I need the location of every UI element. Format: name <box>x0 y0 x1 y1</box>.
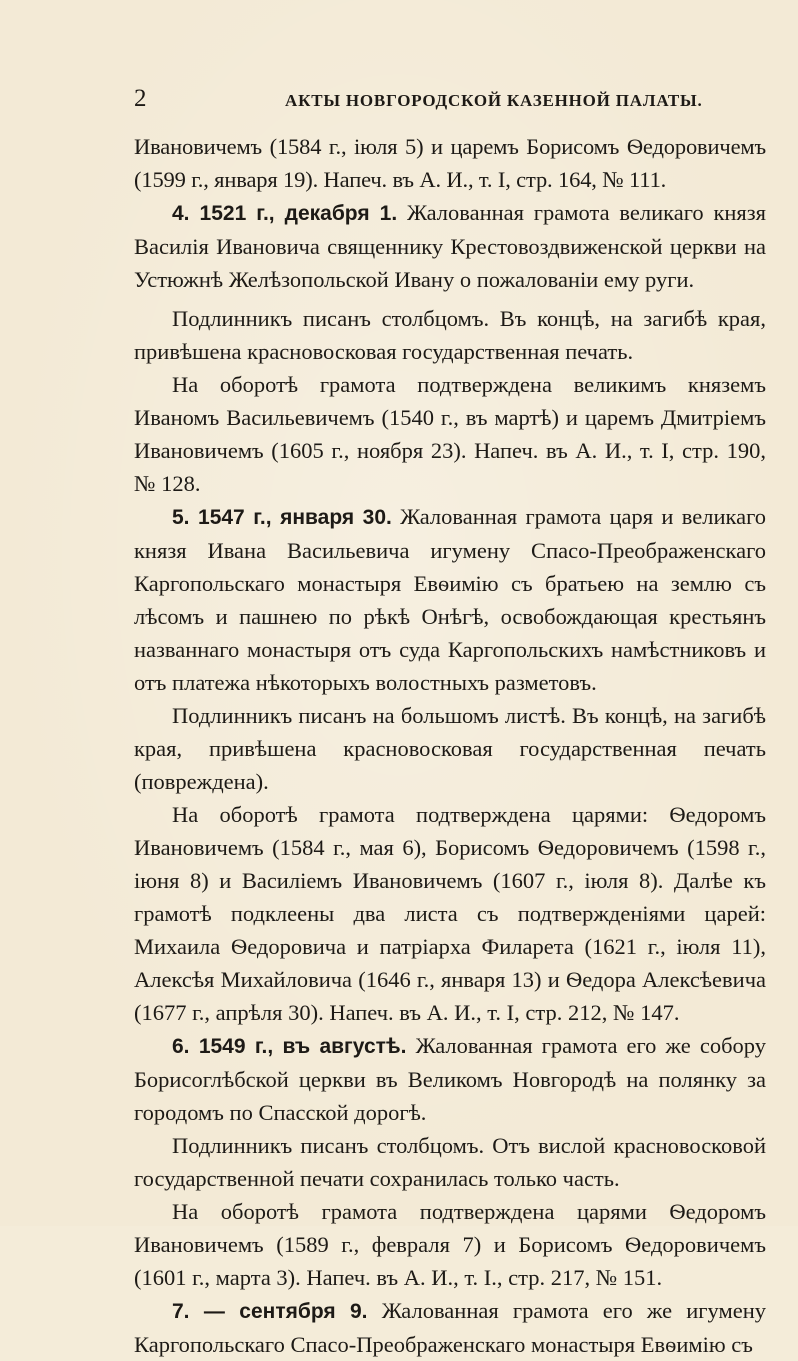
entry-6-heading: 6. 1549 г., въ августѣ. <box>172 1035 407 1058</box>
paragraph-continuation <box>134 130 766 196</box>
paragraph-text: На оборотѣ грамота подтверждена царями: Ѳедоромъ Ивановичемъ (1584 г., мая 6), Борисомъ Ѳедоровичемъ (1598 г., іюня 8) и Василіемъ Ивановичемъ (1607 г., іюля 8). Далѣе къ грамотѣ подклеены два листа съ подтвержденіями царей: Михаила Ѳедоровича и патріарха Филарета (1621 г., іюля 11), Алексѣя Михайловича (1646 г., января 13) и Ѳедора Алексѣевича (1677 г., апрѣля 30). Напеч. въ А. И., т. I, стр. 212, № 147. <box>134 802 766 1025</box>
paragraph-text: Ивановичемъ (1584 г., іюля 5) и царемъ Борисомъ Ѳедоровичемъ (1599 г., января 19). Напеч. въ А. И., т. I, стр. 164, № 111. <box>134 134 766 192</box>
entry-7-heading: 7. — сентября 9. <box>172 1300 368 1323</box>
entry-4-paragraph <box>134 196 766 296</box>
page-number: 2 <box>134 85 147 112</box>
paragraph-text: На оборотѣ грамота подтверждена царями Ѳедоромъ Ивановичемъ (1589 г., февраля 7) и Борисомъ Ѳедоровичемъ (1601 г., марта 3). Напеч. въ А. И., т. I., стр. 217, № 151. <box>134 1199 766 1290</box>
paragraph-text: Подлинникъ писанъ столбцомъ. Въ концѣ, на загибѣ края, привѣшена красновосковая государственная печать. <box>134 306 766 364</box>
entry-6-confirmation <box>134 1195 766 1294</box>
entry-6-text: Жалованная грамота его же собору Борисоглѣбской церкви въ Великомъ Новгородѣ на полянку за городомъ по Спасской дорогѣ. <box>134 1033 766 1125</box>
entry-6-paragraph <box>134 1029 766 1129</box>
entry-5-description <box>134 699 766 798</box>
entry-4-heading: 4. 1521 г., декабря 1. <box>172 202 398 225</box>
entry-7-paragraph <box>134 1294 766 1361</box>
entry-4-text: Жалованная грамота великаго князя Василія Ивановича священнику Крестовоздвиженской церкви на Устюжнѣ Желѣзопольской Ивану о пожалованіи ему руги. <box>134 200 767 292</box>
entry-5-paragraph <box>134 500 766 699</box>
document-body <box>134 130 766 1361</box>
paragraph-text: Подлинникъ писанъ столбцомъ. Отъ вислой красновосковой государственной печати сохранилась только часть. <box>134 1133 766 1191</box>
paragraph-text: На оборотѣ грамота подтверждена великимъ княземъ Иваномъ Васильевичемъ (1540 г., въ мартѣ) и царемъ Дмитріемъ Ивановичемъ (1605 г., ноября 23). Напеч. въ А. И., т. I, стр. 190, № 128. <box>134 372 766 496</box>
entry-5-text: Жалованная грамота царя и великаго князя Ивана Васильевича игумену Спасо-Преображенскаго Каргопольскаго монастыря Евѳимію съ братьею на землю съ лѣсомъ и пашнею по рѣкѣ Онѣгѣ, освобождающая крестьянъ названнаго монастыря отъ суда Каргопольскихъ намѣстниковъ и отъ платежа нѣкоторыхъ волостныхъ разметовъ. <box>134 504 767 695</box>
page-header <box>134 86 766 120</box>
entry-6-description <box>134 1129 766 1195</box>
entry-5-heading: 5. 1547 г., января 30. <box>172 506 392 529</box>
running-title: АКТЫ НОВГОРОДСКОЙ КАЗЕННОЙ ПАЛАТЫ. <box>285 91 703 110</box>
entry-5-confirmation <box>134 798 766 1029</box>
entry-4-description <box>134 302 766 368</box>
paragraph-text: Подлинникъ писанъ на большомъ листѣ. Въ концѣ, на загибѣ края, привѣшена красновосковая государственная печать (повреждена). <box>134 703 766 794</box>
entry-7-text: Жалованная грамота его же игумену Каргопольскаго Спасо-Преображенскаго монастыря Евѳимію съ <box>134 1298 767 1357</box>
entry-4-confirmation <box>134 368 766 500</box>
